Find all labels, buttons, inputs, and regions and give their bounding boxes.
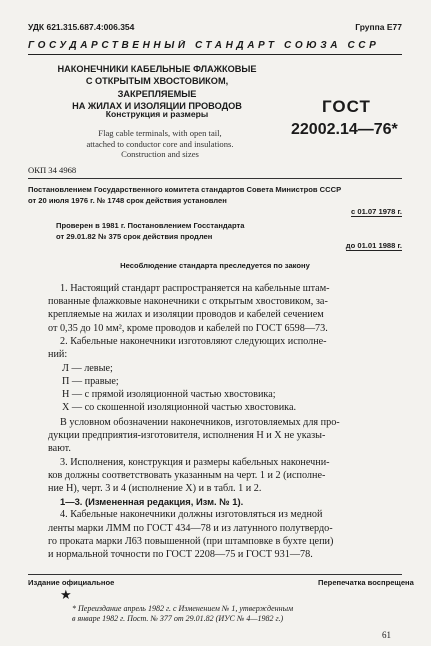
decree-line-2: от 20 июля 1976 г. № 1748 срок действия установлен xyxy=(28,196,227,205)
paragraph-line: пованные флажковые наконечники с открытым хвостовиком, за- xyxy=(48,296,328,308)
header-line xyxy=(28,22,402,32)
paragraph-line: 2. Кабельные наконечники изготовляют следующих исполне- xyxy=(60,335,327,347)
group-code: Группа Е77 xyxy=(355,22,402,32)
gost-label: ГОСТ xyxy=(322,97,371,116)
variant-left: Л — левые; xyxy=(62,363,113,374)
extended-date: до 01.01 1988 г. xyxy=(345,241,402,250)
paragraph-line: ние Н), черт. 3 и 4 (исполнение Х) и в табл. 1 и 2. xyxy=(48,483,262,495)
revision-line-2: от 29.01.82 № 375 срок действия продлен xyxy=(56,232,213,241)
state-standard-banner: ГОСУДАРСТВЕННЫЙ СТАНДАРТ СОЮЗА ССР xyxy=(28,40,402,55)
document-subtitle: Конструкция и размеры xyxy=(105,109,209,119)
revision-line-1: Проверен в 1981 г. Постановлением Госстандарта xyxy=(56,221,245,230)
variant-beveled: Х — со скошенной изоляционной частью хвостовика. xyxy=(62,402,297,413)
reprint-notice: Перепечатка воспрещена xyxy=(318,578,414,587)
document-title xyxy=(46,63,268,112)
title-line-2: С ОТКРЫТЫМ ХВОСТОВИКОМ, ЗАКРЕПЛЯЕМЫЕ xyxy=(85,76,229,99)
english-title-line-3: Construction and sizes xyxy=(121,149,199,159)
title-line-3: НА ЖИЛАХ И ИЗОЛЯЦИИ ПРОВОДОВ xyxy=(72,100,242,111)
paragraph-line: В условном обозначении наконечников, изготовляемых для про- xyxy=(60,417,340,428)
title-line-1: НАКОНЕЧНИКИ КАБЕЛЬНЫЕ ФЛАЖКОВЫЕ xyxy=(57,64,257,74)
paragraph-2-continued xyxy=(48,416,402,561)
amendment-note: 1—3. (Измененная редакция, Изм. № 1). xyxy=(60,496,244,508)
reissue-note-line-2: в январе 1982 г. Пост. № 377 от 29.01.82 (ИУС № 4—1982 г.) xyxy=(72,614,284,623)
variant-straight: Н — с прямой изоляционной частью хвостовика; xyxy=(62,389,276,400)
english-title xyxy=(60,128,260,160)
english-title-line-2: attached to conductor core and insulations. xyxy=(86,138,234,149)
english-title-line-1: Flag cable terminals, with open tail, xyxy=(98,128,222,138)
variant-right: П — правые; xyxy=(62,376,119,387)
paragraph-line: ков должны соответствовать указанным на черт. 1 и 2 (исполне- xyxy=(48,469,326,481)
paragraph-line: ленты марки ЛММ по ГОСТ 434—78 и из латунного полутвердо- xyxy=(48,522,333,534)
okp-code: ОКП 34 4968 xyxy=(28,165,77,175)
divider xyxy=(28,178,402,179)
udk-code: УДК 621.315.687.4:006.354 xyxy=(28,22,135,32)
star-icon: ★ xyxy=(60,587,72,602)
paragraph-line: 3. Исполнения, конструкция и размеры кабельных наконечни- xyxy=(60,456,330,468)
gost-number: 22002.14—76* xyxy=(291,121,398,138)
penalty-notice: Несоблюдение стандарта преследуется по закону xyxy=(120,261,310,270)
decree-line-1: Постановлением Государственного комитета стандартов Совета Министров СССР xyxy=(28,185,342,194)
reissue-note xyxy=(72,604,372,624)
page-number: 61 xyxy=(382,630,391,640)
paragraph-line: и нормальной точности по ГОСТ 2208—75 и ГОСТ 931—78. xyxy=(48,549,313,561)
revision-block xyxy=(56,220,356,242)
decree-block xyxy=(28,184,402,206)
paragraph-line: го проката марки Л63 повышенной (при штамповке в бухте цепи) xyxy=(48,535,334,547)
paragraph-line: 1. Настоящий стандарт распространяется на кабельные штам- xyxy=(60,283,330,294)
paragraph-1 xyxy=(48,282,402,361)
paragraph-line: от 0,35 до 10 мм², кроме проводов и кабелей по ГОСТ 6598—73. xyxy=(48,322,328,334)
edition-label: Издание официальное xyxy=(28,578,115,587)
paragraph-line: ний: xyxy=(48,349,68,361)
reissue-note-line-1: * Переиздание апрель 1982 г. с Изменением № 1, утвержденным xyxy=(72,604,294,613)
footer-divider xyxy=(28,574,402,575)
paragraph-line: крепляемые на жилах и изоляции проводов и кабелей сечением xyxy=(48,309,324,321)
paragraph-line: вают. xyxy=(48,443,71,455)
paragraph-line: дукции предприятия-изготовителя, исполнения Н и Х не указы- xyxy=(48,430,326,442)
paragraph-line: 4. Кабельные наконечники должны изготовляться из медной xyxy=(60,509,323,521)
effective-date: с 01.07 1978 г. xyxy=(351,207,402,216)
